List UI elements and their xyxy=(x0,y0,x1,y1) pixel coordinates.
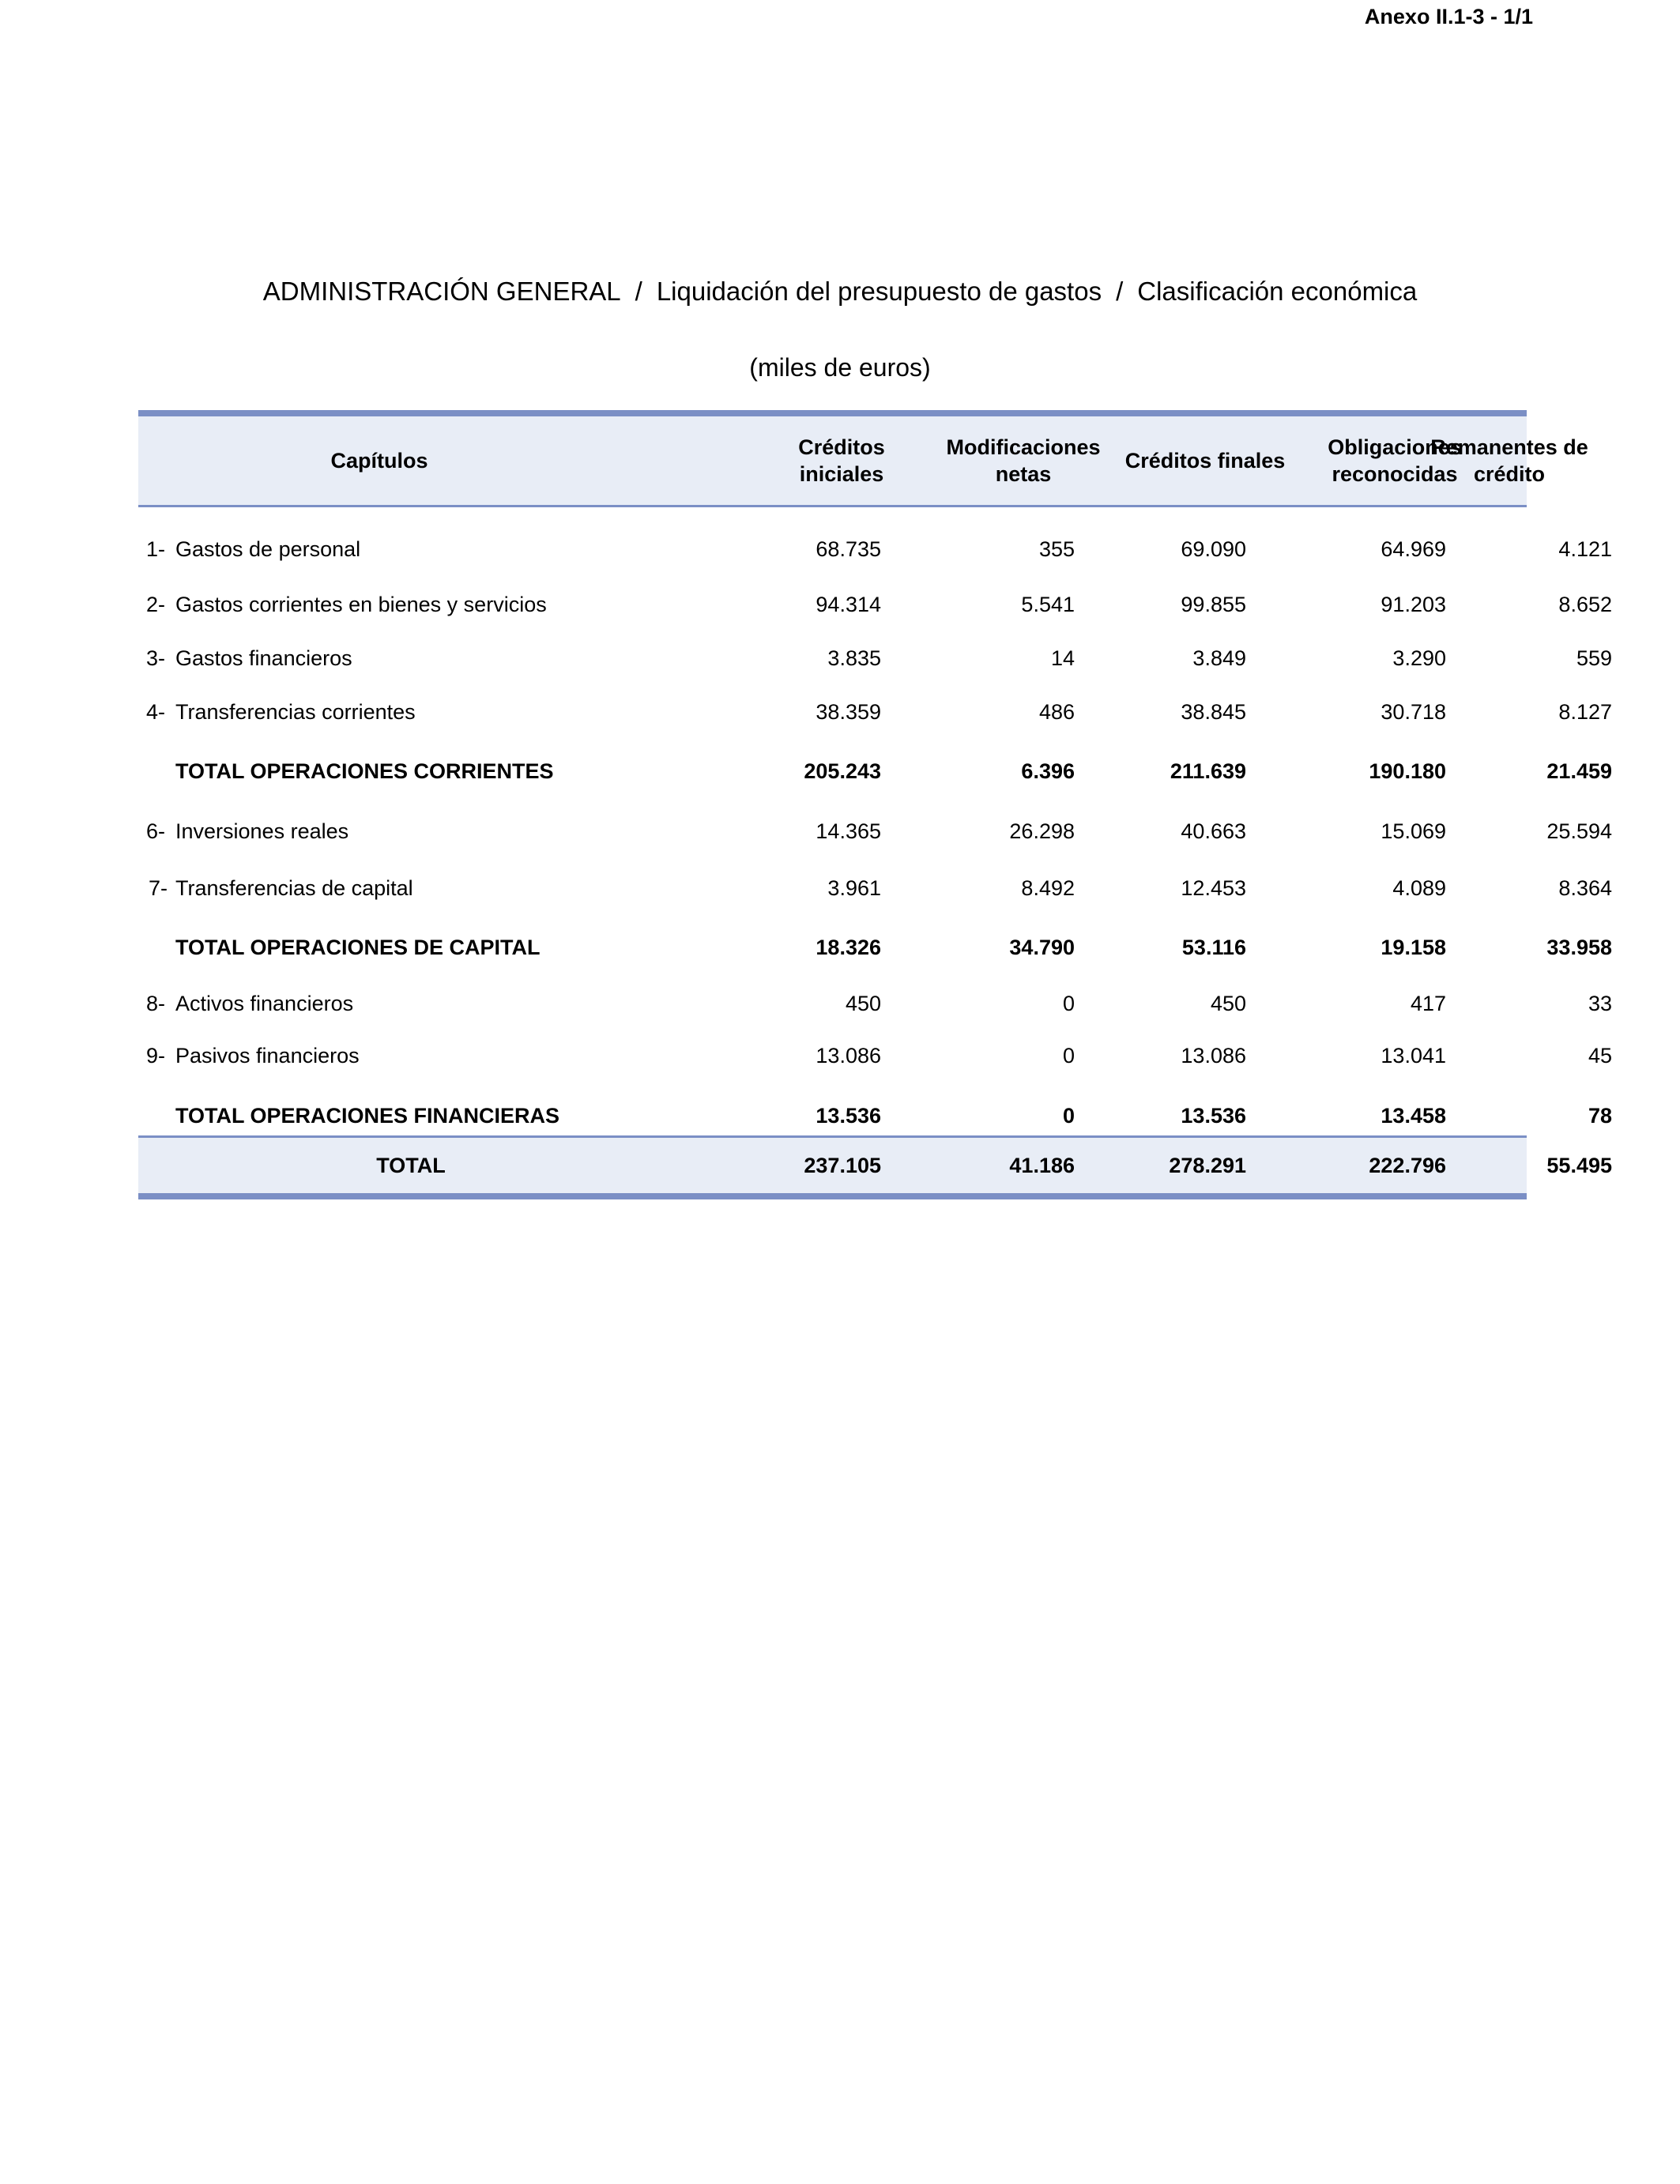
creditos-iniciales-value: 3.961 xyxy=(827,875,881,900)
creditos-finales-value: 53.116 xyxy=(1181,935,1246,959)
row-label: Pasivos financieros xyxy=(175,1043,360,1068)
obligaciones-reconocidas-value: 13.458 xyxy=(1381,1103,1446,1128)
obligaciones-reconocidas-value: 3.290 xyxy=(1392,646,1446,670)
table-row xyxy=(138,1032,1612,1079)
creditos-finales-value: 38.845 xyxy=(1181,699,1246,724)
row-label: TOTAL OPERACIONES DE CAPITAL xyxy=(175,935,541,959)
obligaciones-reconocidas-value: 190.180 xyxy=(1369,759,1446,783)
table-row xyxy=(138,634,1612,682)
table-row xyxy=(138,525,1612,573)
page-title xyxy=(0,277,1680,307)
table-row xyxy=(138,581,1612,628)
subtotal-row xyxy=(138,747,1612,795)
modificaciones-netas-value: 0 xyxy=(1062,1103,1075,1128)
title-part-3: Clasificación económica xyxy=(1137,277,1418,306)
header-creditos-finales: Créditos finales xyxy=(1124,449,1286,473)
remanentes-credito-total: 55.495 xyxy=(1546,1153,1612,1177)
creditos-finales-value: 3.849 xyxy=(1192,646,1246,670)
remanentes-credito-value: 8.364 xyxy=(1558,875,1612,900)
creditos-finales-value: 40.663 xyxy=(1181,819,1246,843)
subtotal-row xyxy=(138,924,1612,971)
row-label: Gastos corrientes en bienes y servicios xyxy=(175,592,547,616)
remanentes-credito-value: 78 xyxy=(1588,1103,1612,1128)
modificaciones-netas-value: 0 xyxy=(1062,991,1075,1015)
creditos-iniciales-value: 13.536 xyxy=(816,1103,881,1128)
creditos-finales-value: 12.453 xyxy=(1181,875,1246,900)
row-number: 2- xyxy=(146,592,166,616)
modificaciones-netas-value: 14 xyxy=(1050,646,1075,670)
row-label: TOTAL OPERACIONES FINANCIERAS xyxy=(175,1103,560,1128)
obligaciones-reconocidas-total: 222.796 xyxy=(1369,1153,1446,1177)
creditos-iniciales-value: 18.326 xyxy=(816,935,881,959)
table-row xyxy=(138,688,1612,736)
modificaciones-netas-value: 34.790 xyxy=(1009,935,1075,959)
creditos-iniciales-value: 3.835 xyxy=(827,646,881,670)
row-number: 7- xyxy=(149,875,168,900)
subtotal-row xyxy=(138,1092,1612,1139)
total-row xyxy=(138,1135,1612,1199)
creditos-finales-value: 13.536 xyxy=(1181,1103,1246,1128)
remanentes-credito-value: 33 xyxy=(1588,991,1612,1015)
creditos-iniciales-total: 237.105 xyxy=(804,1153,881,1177)
title-part-2: Liquidación del presupuesto de gastos xyxy=(656,277,1102,306)
row-number: 8- xyxy=(146,991,166,1015)
remanentes-credito-value: 25.594 xyxy=(1546,819,1612,843)
creditos-finales-value: 211.639 xyxy=(1170,759,1246,783)
obligaciones-reconocidas-value: 15.069 xyxy=(1381,819,1446,843)
row-label: Transferencias de capital xyxy=(175,875,413,900)
modificaciones-netas-total: 41.186 xyxy=(1009,1153,1075,1177)
header-capitulos: Capítulos xyxy=(330,449,428,473)
table-row xyxy=(138,864,1612,912)
obligaciones-reconocidas-value: 4.089 xyxy=(1392,875,1446,900)
header-modificaciones-netas: Modificaciones netas xyxy=(946,435,1101,486)
remanentes-credito-value: 45 xyxy=(1588,1043,1612,1068)
header-obligaciones-reconocidas: Obligaciones reconocidas xyxy=(1328,435,1462,486)
creditos-iniciales-value: 14.365 xyxy=(816,819,881,843)
creditos-finales-value: 69.090 xyxy=(1181,537,1246,561)
remanentes-credito-value: 4.121 xyxy=(1558,537,1612,561)
remanentes-credito-value: 8.652 xyxy=(1558,592,1612,616)
table-header xyxy=(138,410,1588,507)
creditos-iniciales-value: 205.243 xyxy=(804,759,881,783)
creditos-finales-value: 99.855 xyxy=(1181,592,1246,616)
creditos-iniciales-value: 13.086 xyxy=(816,1043,881,1068)
row-label: Transferencias corrientes xyxy=(175,699,416,724)
obligaciones-reconocidas-value: 64.969 xyxy=(1381,537,1446,561)
title-separator: / xyxy=(635,277,642,306)
remanentes-credito-value: 21.459 xyxy=(1546,759,1612,783)
modificaciones-netas-value: 355 xyxy=(1038,537,1075,561)
units-subtitle: (miles de euros) xyxy=(749,353,931,382)
obligaciones-reconocidas-value: 417 xyxy=(1410,991,1446,1015)
creditos-iniciales-value: 450 xyxy=(845,991,881,1015)
obligaciones-reconocidas-value: 13.041 xyxy=(1381,1043,1446,1068)
row-label: Activos financieros xyxy=(175,991,354,1015)
row-number: 9- xyxy=(146,1043,166,1068)
modificaciones-netas-value: 6.396 xyxy=(1021,759,1075,783)
budget-table xyxy=(138,410,1612,1177)
creditos-finales-value: 450 xyxy=(1210,991,1246,1015)
creditos-iniciales-value: 94.314 xyxy=(816,592,881,616)
header-creditos-iniciales: Créditos iniciales xyxy=(798,435,885,486)
row-number xyxy=(146,924,173,971)
obligaciones-reconocidas-value: 19.158 xyxy=(1381,935,1446,959)
table-row xyxy=(138,808,1612,855)
row-number: 6- xyxy=(146,819,166,843)
modificaciones-netas-value: 26.298 xyxy=(1009,819,1075,843)
header-remanentes-credito: Remanentes de crédito xyxy=(1430,435,1588,486)
total-label: TOTAL xyxy=(376,1153,446,1177)
row-label: Gastos financieros xyxy=(175,646,352,670)
row-number: 4- xyxy=(146,699,166,724)
modificaciones-netas-value: 5.541 xyxy=(1021,592,1075,616)
modificaciones-netas-value: 8.492 xyxy=(1021,875,1075,900)
creditos-iniciales-value: 68.735 xyxy=(816,537,881,561)
modificaciones-netas-value: 0 xyxy=(1062,1043,1075,1068)
obligaciones-reconocidas-value: 91.203 xyxy=(1381,592,1446,616)
table-row xyxy=(138,980,1612,1027)
row-label: Gastos de personal xyxy=(175,537,361,561)
row-number: 3- xyxy=(146,646,166,670)
remanentes-credito-value: 8.127 xyxy=(1558,699,1612,724)
annex-label: Anexo II.1-3 - 1/1 xyxy=(1364,5,1533,28)
obligaciones-reconocidas-value: 30.718 xyxy=(1381,699,1446,724)
row-number xyxy=(146,747,173,795)
remanentes-credito-value: 33.958 xyxy=(1546,935,1612,959)
creditos-finales-value: 13.086 xyxy=(1181,1043,1246,1068)
creditos-finales-total: 278.291 xyxy=(1169,1153,1246,1177)
remanentes-credito-value: 559 xyxy=(1576,646,1612,670)
title-separator: / xyxy=(1116,277,1124,306)
row-label: TOTAL OPERACIONES CORRIENTES xyxy=(175,759,554,783)
row-number: 1- xyxy=(146,537,166,561)
title-part-1: ADMINISTRACIÓN GENERAL xyxy=(262,277,621,306)
row-label: Inversiones reales xyxy=(175,819,349,843)
row-number xyxy=(146,1092,173,1139)
creditos-iniciales-value: 38.359 xyxy=(816,699,881,724)
modificaciones-netas-value: 486 xyxy=(1038,699,1075,724)
